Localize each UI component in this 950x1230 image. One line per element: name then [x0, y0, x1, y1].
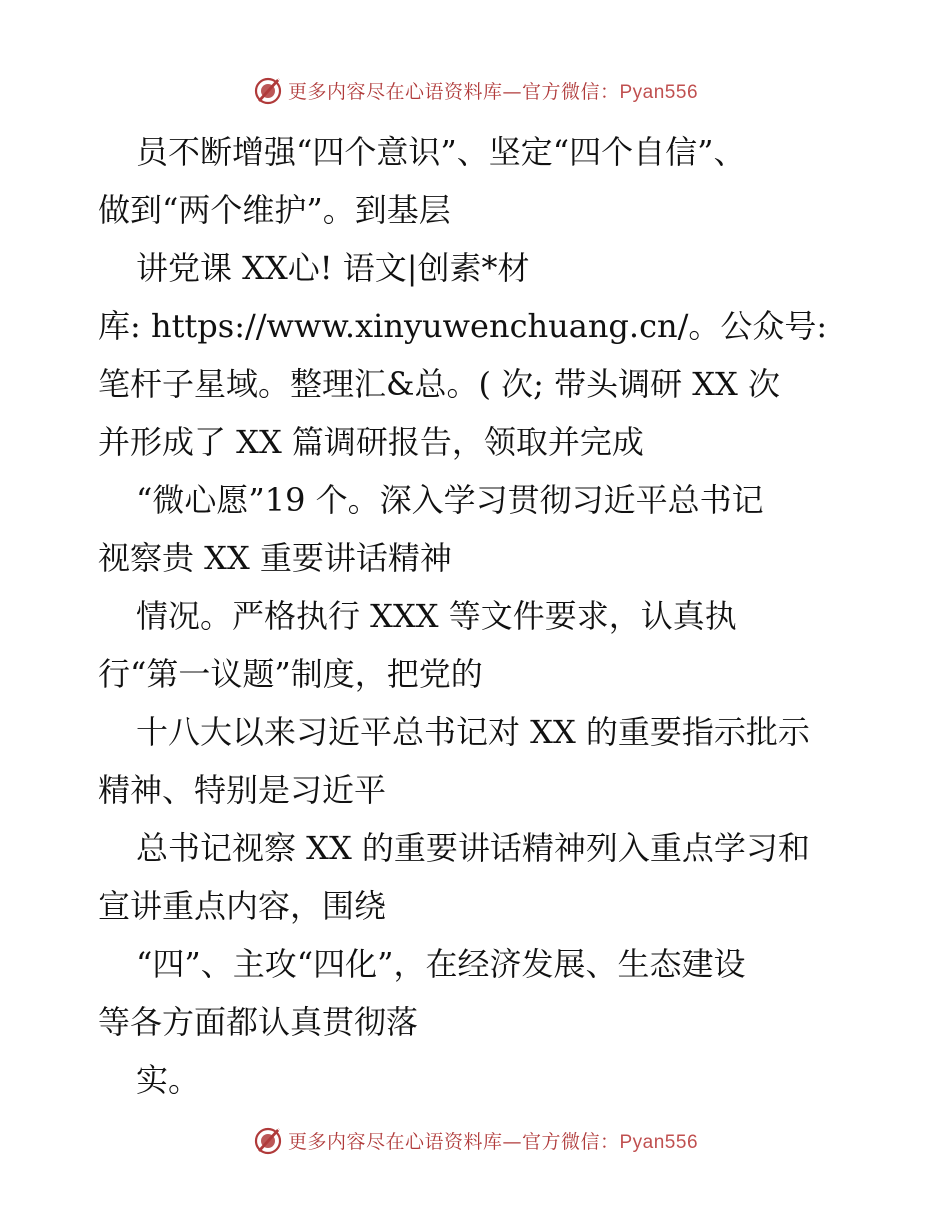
text-line: 十八大以来习近平总书记对 XX 的重要指示批示 — [136, 713, 810, 751]
text-line: 并形成了 XX 篇调研报告，领取并完成 — [98, 423, 644, 461]
banner-text: 更多内容尽在心语资料库—官方微信：Pyan556 — [287, 80, 699, 103]
text-line: 精神、特别是习近平 — [98, 771, 387, 809]
quill-pen-logo-icon — [252, 1124, 284, 1156]
text-line: 员不断增强“四个意识”、坚定“四个自信”、 — [136, 133, 746, 171]
text-line: 做到“两个维护”。到基层 — [98, 191, 451, 229]
text-line: 讲党课 XX心! 语文|创素*材 — [136, 249, 530, 287]
quill-pen-logo-icon — [252, 74, 284, 106]
text-line: 笔杆子星域。整理汇&总。( 次; 带头调研 XX 次 — [98, 365, 781, 403]
header-banner — [0, 70, 950, 110]
text-line: 实。 — [136, 1061, 201, 1099]
text-line: 宣讲重点内容，围绕 — [98, 887, 387, 925]
footer-banner — [0, 1120, 950, 1160]
text-line: 总书记视察 XX 的重要讲话精神列入重点学习和 — [136, 829, 810, 867]
text-line: 等各方面都认真贯彻落 — [98, 1003, 419, 1041]
text-line: “微心愿”19 个。深入学习贯彻习近平总书记 — [136, 481, 764, 519]
text-line: 库: https://www.xinyuwenchuang.cn/。公众号: — [98, 307, 828, 345]
wechat-id: Pyan556 — [619, 81, 699, 103]
body-text — [98, 123, 858, 1109]
text-line: “四”、主攻“四化”，在经济发展、生态建设 — [136, 945, 746, 983]
text-line: 行“第一议题”制度，把党的 — [98, 655, 483, 693]
text-line: 情况。严格执行 XXX 等文件要求，认真执 — [136, 597, 737, 635]
banner-text: 更多内容尽在心语资料库—官方微信：Pyan556 — [287, 1130, 699, 1153]
text-line: 视察贵 XX 重要讲话精神 — [98, 539, 452, 577]
wechat-id: Pyan556 — [619, 1131, 699, 1153]
